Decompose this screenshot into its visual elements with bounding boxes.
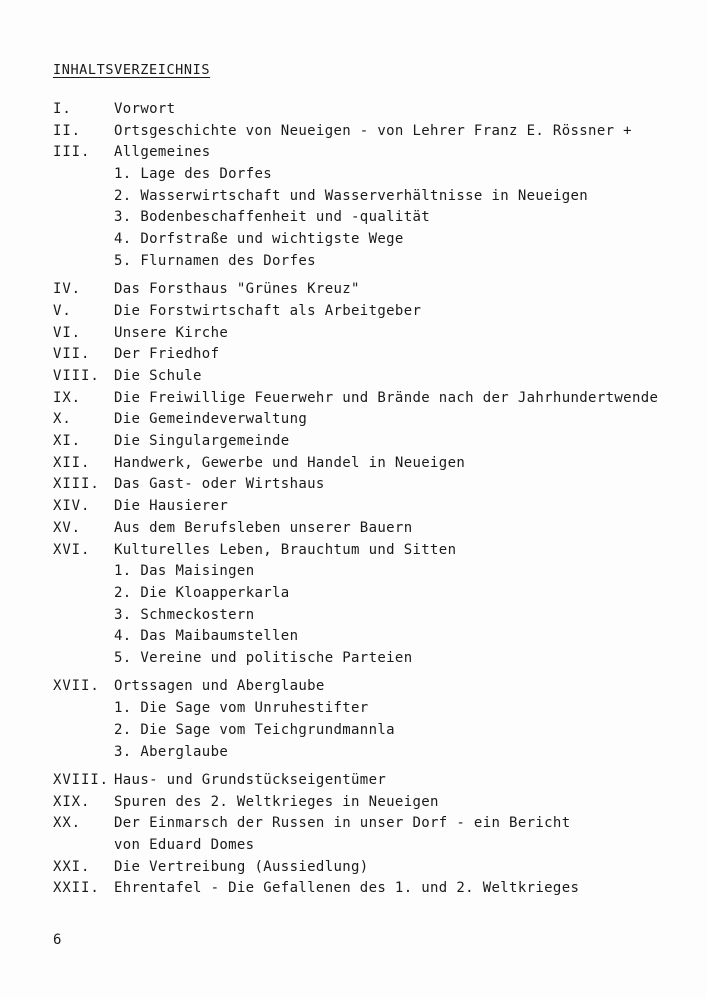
toc-entry-number: VII. bbox=[53, 346, 91, 363]
toc-entry bbox=[53, 431, 693, 453]
toc-subentry-number: 4. bbox=[114, 628, 132, 645]
toc-entry-number: IV. bbox=[53, 281, 81, 298]
toc-subentry-number: 2. bbox=[114, 187, 132, 204]
toc-subentry-title: Dorfstraße und wichtigste Wege bbox=[140, 231, 404, 248]
toc-entry-title: Die Freiwillige Feuerwehr und Brände nach der Jahrhundertwende bbox=[114, 389, 659, 406]
toc-subentry bbox=[53, 742, 693, 764]
toc-subentry-number: 1. bbox=[114, 700, 132, 717]
toc-subentry bbox=[53, 229, 693, 251]
toc-subentry-title: Vereine und politische Parteien bbox=[140, 649, 413, 666]
toc-subentry bbox=[53, 698, 693, 720]
toc-entry-title: Die Singulargemeinde bbox=[114, 433, 290, 450]
toc-entry-title: Haus- und Grundstückseigentümer bbox=[114, 772, 387, 789]
toc-subentry-text bbox=[114, 742, 228, 764]
toc-entry-number: VIII. bbox=[53, 368, 100, 385]
toc-entry-number: XIV. bbox=[53, 498, 91, 515]
toc-entry-title: Die Vertreibung (Aussiedlung) bbox=[114, 858, 369, 875]
toc-subentry-number: 1. bbox=[114, 166, 132, 183]
toc-subentry-text bbox=[114, 229, 404, 251]
toc-subentry-number: 1. bbox=[114, 563, 132, 580]
toc-entry bbox=[53, 409, 693, 431]
toc-entry-number: XXI. bbox=[53, 858, 91, 875]
toc-entry-number: XII. bbox=[53, 454, 91, 471]
toc-subentry bbox=[53, 561, 693, 583]
toc-entry-title: Der Einmarsch der Russen in unser Dorf - ein Bericht bbox=[114, 815, 571, 832]
toc-entry-title: Der Friedhof bbox=[114, 346, 220, 363]
toc-subentry bbox=[53, 720, 693, 742]
toc-subentry-title: Das Maibaumstellen bbox=[140, 628, 299, 645]
toc-subentry-number: 4. bbox=[114, 231, 132, 248]
toc-entry-title: Die Schule bbox=[114, 368, 202, 385]
toc-subentry-title: Die Kloapperkarla bbox=[140, 584, 290, 601]
toc-subentry-text bbox=[114, 698, 369, 720]
toc-entry-title: Allgemeines bbox=[114, 144, 211, 161]
toc-entry-number: XV. bbox=[53, 519, 81, 536]
toc-entry bbox=[53, 857, 693, 879]
toc-subentry-title: Flurnamen des Dorfes bbox=[140, 252, 316, 269]
toc-entry-title: Spuren des 2. Weltkrieges in Neueigen bbox=[114, 793, 439, 810]
toc-subentry-title: Aberglaube bbox=[140, 743, 229, 760]
toc-entry bbox=[53, 301, 693, 323]
toc-entry bbox=[53, 279, 693, 301]
toc-entry-number: VI. bbox=[53, 324, 81, 341]
toc-subentry-text bbox=[114, 164, 272, 186]
group-spacer bbox=[53, 670, 693, 677]
toc-subentry-title: Bodenbeschaffenheit und -qualität bbox=[140, 209, 431, 226]
toc-subentry bbox=[53, 186, 693, 208]
toc-entry-title: Die Hausierer bbox=[114, 498, 229, 515]
group-spacer bbox=[53, 763, 693, 770]
toc-entry-number: II. bbox=[53, 122, 81, 139]
toc-entry bbox=[53, 792, 693, 814]
toc-heading: INHALTSVERZEICHNIS bbox=[53, 62, 211, 78]
toc-subentry-title: Schmeckostern bbox=[140, 606, 255, 623]
toc-subentry-number: 3. bbox=[114, 606, 132, 623]
toc-entry-title: Das Gast- oder Wirtshaus bbox=[114, 476, 325, 493]
toc-subentry-title: Die Sage vom Unruhestifter bbox=[140, 700, 369, 717]
toc-entry-number: XIX. bbox=[53, 793, 91, 810]
toc-subentry-text bbox=[114, 626, 298, 648]
toc-entry-title: Handwerk, Gewerbe und Handel in Neueigen bbox=[114, 454, 466, 471]
toc-subentry-number: 3. bbox=[114, 209, 132, 226]
toc-subentry-text bbox=[114, 720, 395, 742]
toc-entry bbox=[53, 99, 693, 121]
toc-entry-number: XX. bbox=[53, 815, 81, 832]
toc-subentry-number: 3. bbox=[114, 743, 132, 760]
toc-subentry bbox=[53, 164, 693, 186]
toc-entry bbox=[53, 366, 693, 388]
toc-entry-number: XVI. bbox=[53, 541, 91, 558]
toc-entry-title: Vorwort bbox=[114, 101, 176, 117]
toc-entry-title: von Eduard Domes bbox=[114, 837, 255, 854]
toc-entry-title: Die Forstwirtschaft als Arbeitgeber bbox=[114, 302, 422, 319]
toc-subentry bbox=[53, 251, 693, 273]
toc-entry-title: Ortssagen und Aberglaube bbox=[114, 678, 325, 695]
toc-entry-number: XXII. bbox=[53, 880, 100, 897]
toc-subentry-text bbox=[114, 207, 430, 229]
toc-entry bbox=[53, 813, 693, 835]
toc-subentry-number: 5. bbox=[114, 252, 132, 269]
toc-entry bbox=[53, 388, 693, 410]
toc-subentry bbox=[53, 207, 693, 229]
toc-entry bbox=[53, 770, 693, 792]
toc-entry-number: III. bbox=[53, 144, 91, 161]
toc-subentry-number: 2. bbox=[114, 584, 132, 601]
toc-subentry-text bbox=[114, 648, 412, 670]
toc-entry bbox=[53, 835, 693, 857]
toc-entry bbox=[53, 453, 693, 475]
page-number: 6 bbox=[53, 932, 62, 948]
toc-entry bbox=[53, 344, 693, 366]
toc-entry bbox=[53, 496, 693, 518]
toc-subentry-title: Wasserwirtschaft und Wasserverhältnisse in Neueigen bbox=[140, 187, 589, 204]
toc-entry bbox=[53, 474, 693, 496]
toc-entry-title: Kulturelles Leben, Brauchtum und Sitten bbox=[114, 541, 457, 558]
toc-subentry-text bbox=[114, 251, 316, 273]
toc-entry bbox=[53, 323, 693, 345]
toc-subentry-number: 5. bbox=[114, 649, 132, 666]
toc-subentry-text bbox=[114, 561, 254, 583]
toc-entry bbox=[53, 121, 693, 143]
toc-subentry bbox=[53, 626, 693, 648]
toc-entry-number: IX. bbox=[53, 389, 81, 406]
toc-subentry-text bbox=[114, 186, 588, 208]
toc-subentry bbox=[53, 605, 693, 627]
toc-subentry-number: 2. bbox=[114, 721, 132, 738]
toc-entry-title: Ehrentafel - Die Gefallenen des 1. und 2. Weltkrieges bbox=[114, 880, 580, 897]
toc-entry-number: X. bbox=[53, 411, 72, 428]
toc-entry-title: Unsere Kirche bbox=[114, 324, 229, 341]
toc-subentry-text bbox=[114, 605, 254, 627]
toc-entry bbox=[53, 142, 693, 164]
toc-subentry bbox=[53, 648, 693, 670]
toc-subentry-title: Die Sage vom Teichgrundmannla bbox=[140, 721, 395, 738]
toc-entry-number: V. bbox=[53, 302, 72, 319]
toc-entry-title: Aus dem Berufsleben unserer Bauern bbox=[114, 519, 413, 536]
toc-entry-number: XIII. bbox=[53, 476, 100, 493]
group-spacer bbox=[53, 273, 693, 280]
toc-subentry-text bbox=[114, 583, 290, 605]
toc-entry-number: XI. bbox=[53, 433, 81, 450]
toc-entry-title: Die Gemeindeverwaltung bbox=[114, 411, 308, 428]
toc-entry-title: Ortsgeschichte von Neueigen - von Lehrer Franz E. Rössner + bbox=[114, 122, 632, 139]
toc-subentry-title: Lage des Dorfes bbox=[140, 166, 273, 183]
toc-entry bbox=[53, 676, 693, 698]
toc-entry bbox=[53, 540, 693, 562]
toc-entry bbox=[53, 878, 693, 900]
toc-entry-title: Das Forsthaus "Grünes Kreuz" bbox=[114, 281, 360, 298]
table-of-contents bbox=[53, 99, 693, 900]
toc-entry-number: XVII. bbox=[53, 678, 100, 695]
toc-entry-number: XVIII. bbox=[53, 772, 109, 789]
toc-entry bbox=[53, 518, 693, 540]
toc-subentry bbox=[53, 583, 693, 605]
toc-entry-number: I. bbox=[53, 101, 72, 117]
toc-subentry-title: Das Maisingen bbox=[140, 563, 255, 580]
